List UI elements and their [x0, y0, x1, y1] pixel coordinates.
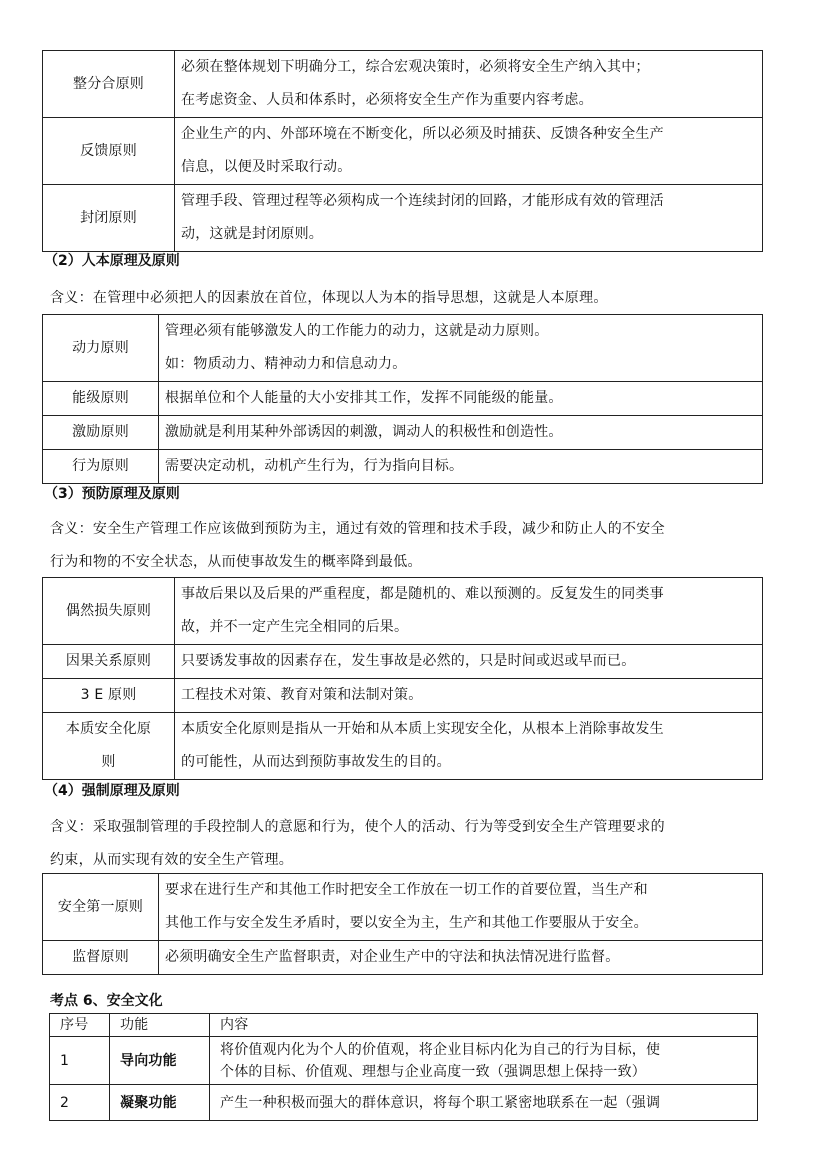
section-heading: 考点 6、安全文化 — [50, 993, 163, 1009]
row-number: 2 — [50, 1085, 110, 1121]
principle-name: 本质安全化原 则 — [43, 713, 175, 780]
principle-name: 3 E 原则 — [43, 679, 175, 713]
principle-name: 封闭原则 — [43, 185, 175, 252]
principle-desc: 激励就是利用某种外部诱因的刺激，调动人的积极性和创造性。 — [159, 416, 763, 450]
principle-name: 整分合原则 — [43, 51, 175, 118]
function-name: 导向功能 — [110, 1037, 210, 1085]
principle-name: 偶然损失原则 — [43, 578, 175, 645]
section-meaning: 含义：安全生产管理工作应该做到预防为主，通过有效的管理和技术手段，减少和防止人的不安全 行为和物的不安全状态，从而使事故发生的概率降到最低。 — [50, 521, 665, 570]
section-heading: （4）强制原理及原则 — [44, 783, 180, 799]
function-name: 凝聚功能 — [110, 1085, 210, 1121]
principle-name: 激励原则 — [43, 416, 159, 450]
principles-table-4 — [42, 873, 763, 975]
table-row — [50, 1037, 758, 1085]
table-row — [43, 416, 763, 450]
section-heading: （2）人本原理及原则 — [44, 253, 180, 269]
row-number: 1 — [50, 1037, 110, 1085]
principle-desc: 管理手段、管理过程等必须构成一个连续封闭的回路，才能形成有效的管理活 动，这就是封闭原则。 — [175, 185, 763, 252]
table-row — [43, 185, 763, 252]
table-row — [43, 713, 763, 780]
principles-table-3 — [42, 577, 763, 780]
table-row — [43, 118, 763, 185]
table-row — [43, 679, 763, 713]
principle-desc: 必须明确安全生产监督职责，对企业生产中的守法和执法情况进行监督。 — [159, 941, 763, 975]
function-desc: 产生一种积极而强大的群体意识，将每个职工紧密地联系在一起（强调 — [210, 1085, 758, 1121]
column-header: 序号 — [50, 1014, 110, 1037]
principle-desc: 要求在进行生产和其他工作时把安全工作放在一切工作的首要位置，当生产和 其他工作与安全发生矛盾时，要以安全为主，生产和其他工作要服从于安全。 — [159, 874, 763, 941]
table-row — [43, 382, 763, 416]
table-header-row — [50, 1014, 758, 1037]
column-header: 功能 — [110, 1014, 210, 1037]
function-desc: 将价值观内化为个人的价值观，将企业目标内化为自己的行为目标，使 个体的目标、价值观、理想与企业高度一致（强调思想上保持一致） — [210, 1037, 758, 1085]
principle-name: 监督原则 — [43, 941, 159, 975]
table-row — [43, 645, 763, 679]
principle-name: 行为原则 — [43, 450, 159, 484]
table-row — [43, 315, 763, 382]
principle-name: 反馈原则 — [43, 118, 175, 185]
principle-name: 能级原则 — [43, 382, 159, 416]
table-row — [50, 1085, 758, 1121]
principles-table-1 — [42, 50, 763, 252]
principle-desc: 只要诱发事故的因素存在，发生事故是必然的，只是时间或迟或早而已。 — [175, 645, 763, 679]
principle-desc: 工程技术对策、教育对策和法制对策。 — [175, 679, 763, 713]
principle-desc: 本质安全化原则是指从一开始和从本质上实现安全化，从根本上消除事故发生 的可能性，从而达到预防事故发生的目的。 — [175, 713, 763, 780]
column-header: 内容 — [210, 1014, 758, 1037]
principle-name: 安全第一原则 — [43, 874, 159, 941]
table-row — [43, 51, 763, 118]
principle-desc: 需要决定动机，动机产生行为，行为指向目标。 — [159, 450, 763, 484]
principle-desc: 根据单位和个人能量的大小安排其工作，发挥不同能级的能量。 — [159, 382, 763, 416]
principle-desc: 管理必须有能够激发人的工作能力的动力，这就是动力原则。 如：物质动力、精神动力和信息动力。 — [159, 315, 763, 382]
safety-culture-table — [49, 1013, 758, 1121]
table-row — [43, 450, 763, 484]
principle-desc: 企业生产的内、外部环境在不断变化，所以必须及时捕获、反馈各种安全生产 信息，以便及时采取行动。 — [175, 118, 763, 185]
section-meaning: 含义：采取强制管理的手段控制人的意愿和行为，使个人的活动、行为等受到安全生产管理要求的 约束，从而实现有效的安全生产管理。 — [50, 819, 665, 868]
section-meaning: 含义：在管理中必须把人的因素放在首位，体现以人为本的指导思想，这就是人本原理。 — [50, 290, 608, 306]
table-row — [43, 578, 763, 645]
table-row — [43, 874, 763, 941]
principle-name: 因果关系原则 — [43, 645, 175, 679]
table-row — [43, 941, 763, 975]
principles-table-2 — [42, 314, 763, 484]
principle-desc: 事故后果以及后果的严重程度，都是随机的、难以预测的。反复发生的同类事 故，并不一定产生完全相同的后果。 — [175, 578, 763, 645]
principle-name: 动力原则 — [43, 315, 159, 382]
principle-desc: 必须在整体规划下明确分工，综合宏观决策时，必须将安全生产纳入其中； 在考虑资金、人员和体系时，必须将安全生产作为重要内容考虑。 — [175, 51, 763, 118]
section-heading: （3）预防原理及原则 — [44, 486, 180, 502]
